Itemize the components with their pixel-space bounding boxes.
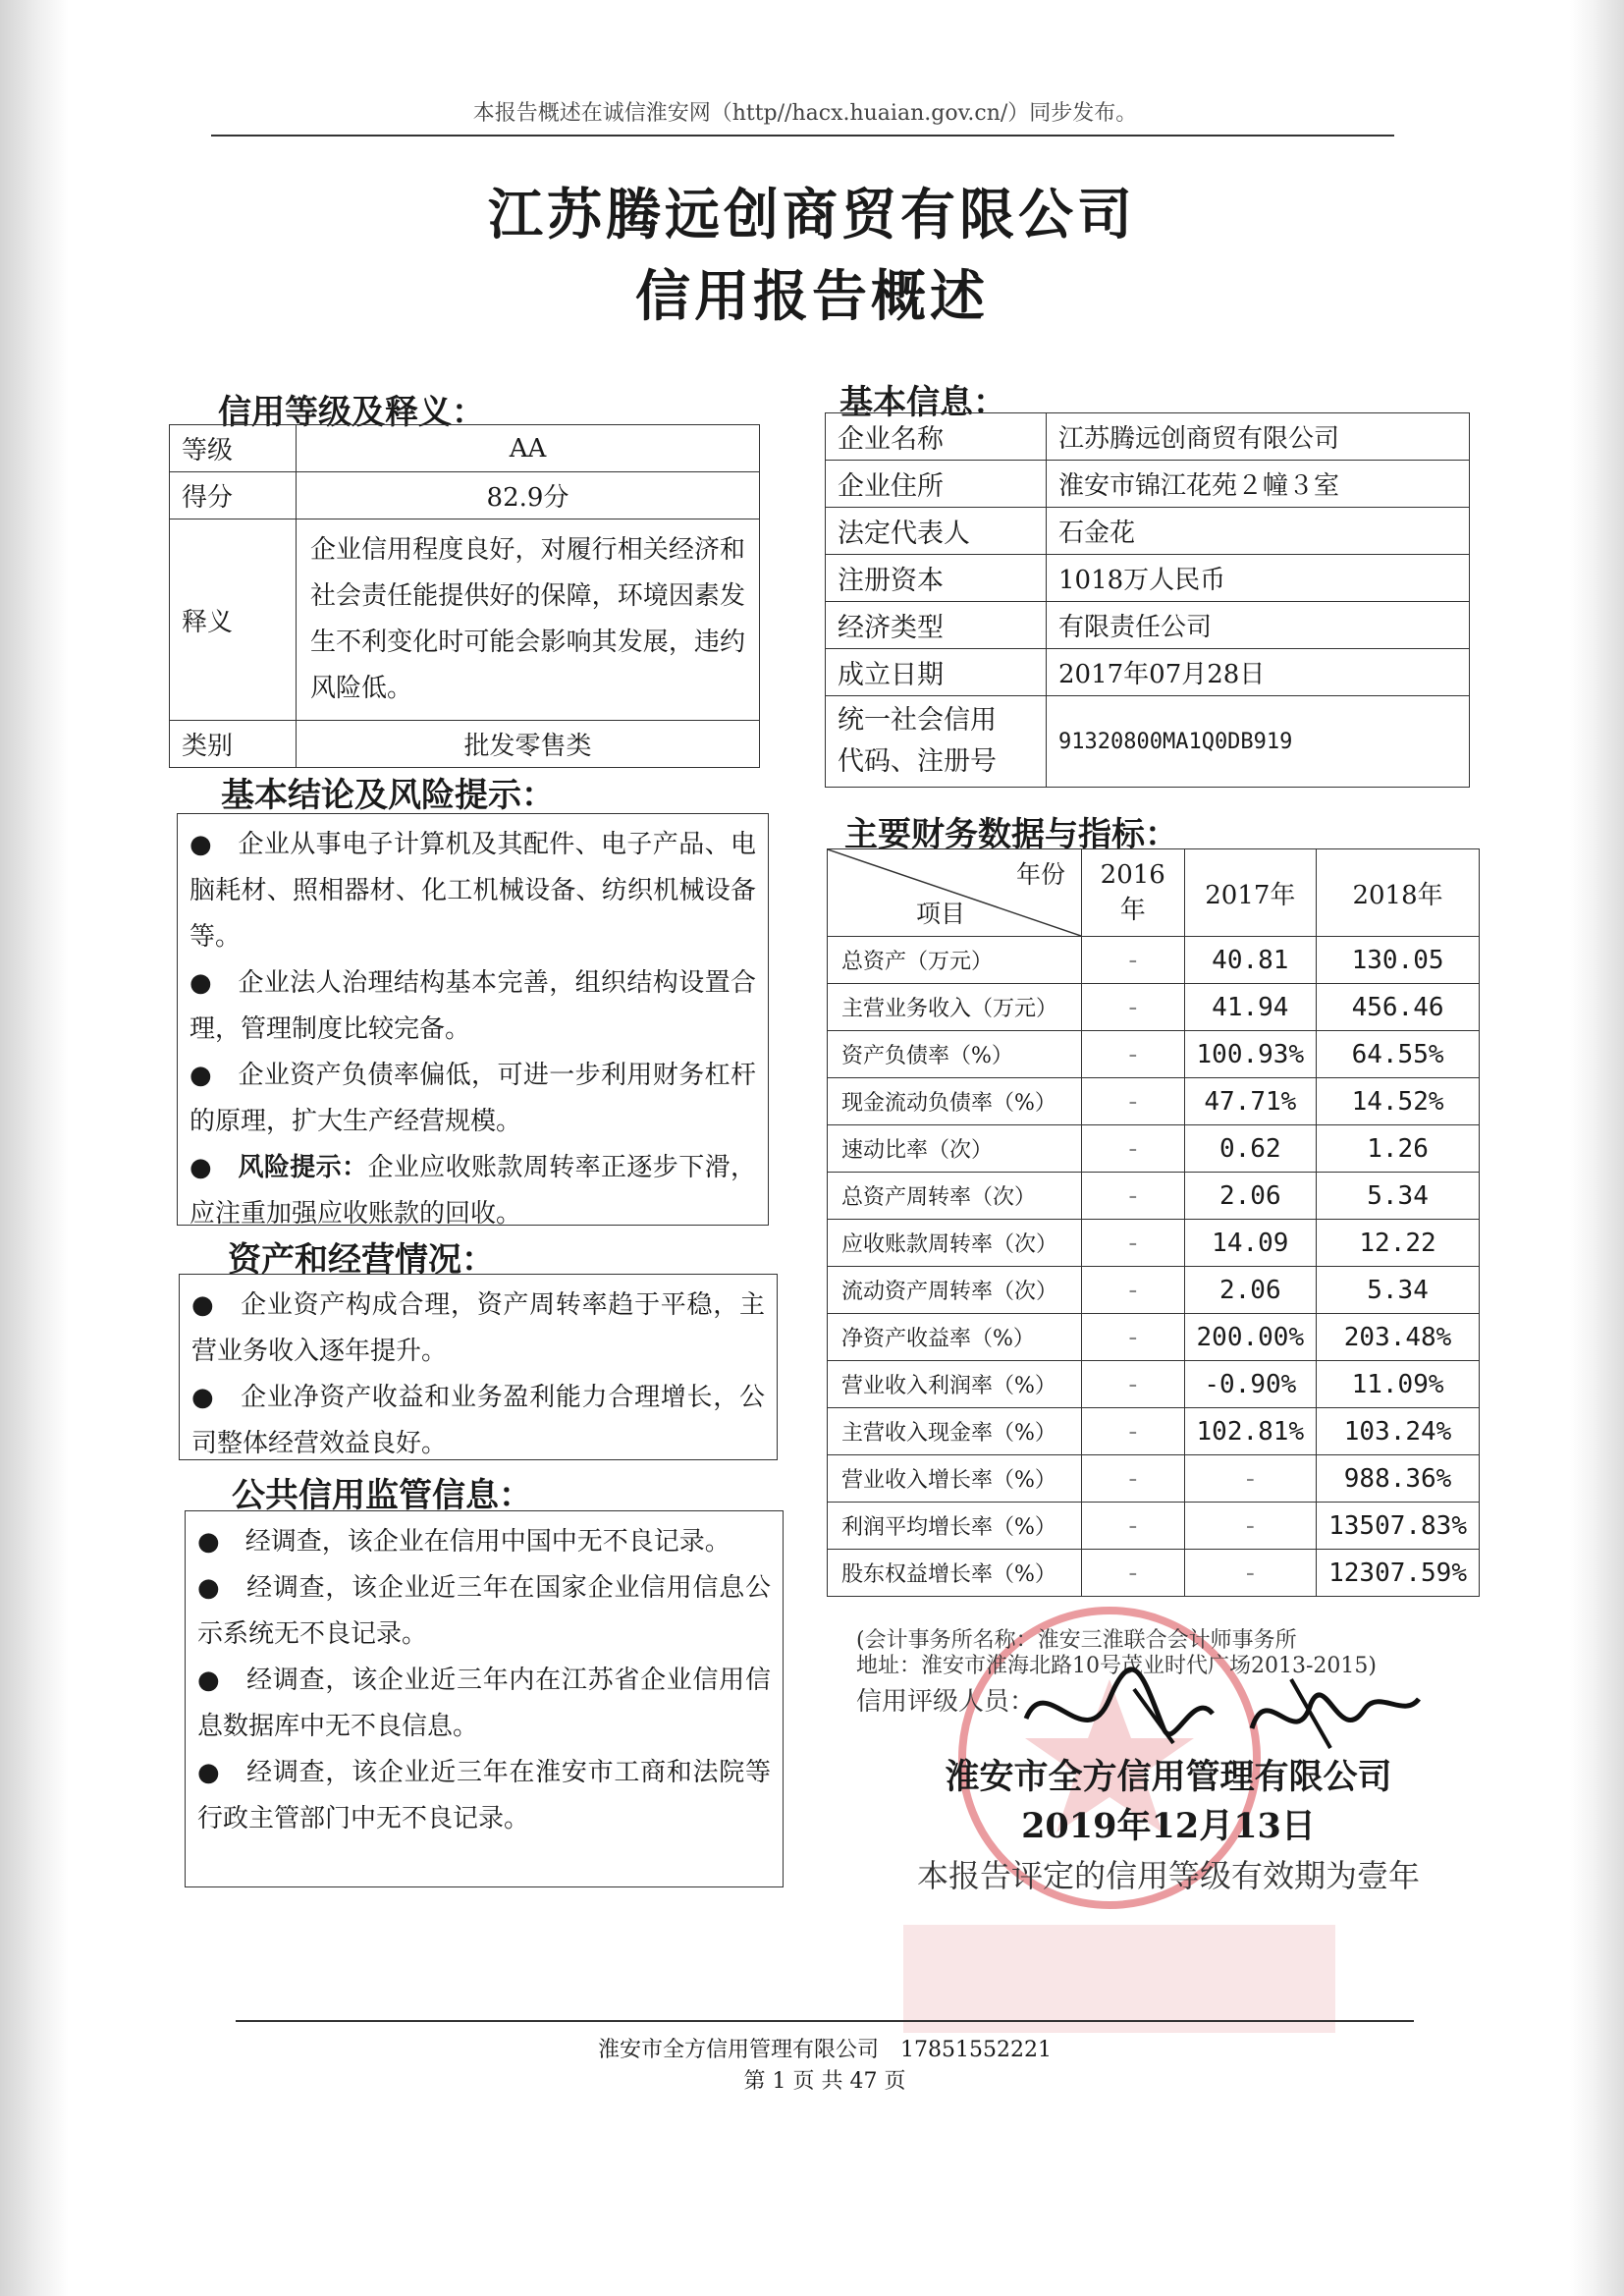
table-row xyxy=(170,472,760,519)
financial-value-cell: 64.55% xyxy=(1317,1031,1480,1078)
financial-value-cell: 988.36% xyxy=(1317,1455,1480,1503)
financial-item-label: 流动资产周转率（次） xyxy=(828,1267,1082,1314)
conclusion-item-text: 企业应收账款周转率正逐步下滑，应注重加强应收账款的回收。 xyxy=(189,1153,756,1229)
credit-grade-table xyxy=(169,424,760,768)
table-header-row xyxy=(828,849,1480,937)
table-row xyxy=(826,602,1470,649)
year-2016-header: 2016年 xyxy=(1082,849,1185,937)
year-2018-header: 2018年 xyxy=(1317,849,1480,937)
financial-value-cell: - xyxy=(1184,1455,1317,1503)
list-item xyxy=(197,1658,771,1750)
conclusion-box xyxy=(177,813,769,1229)
financial-value-cell: 203.48% xyxy=(1317,1314,1480,1361)
established-date-value: 2017年07月28日 xyxy=(1047,649,1470,696)
grade-value: AA xyxy=(297,425,760,472)
assets-item-text: 企业净资产收益和业务盈利能力合理增长，公司整体经营效益良好。 xyxy=(191,1383,765,1458)
report-date: 2019年12月13日 xyxy=(1021,1806,1316,1846)
bullet-icon: ● xyxy=(189,1153,213,1182)
financial-value-cell: 130.05 xyxy=(1317,937,1480,984)
conclusion-item-text: 企业资产负债率偏低，可进一步利用财务杠杆的原理，扩大生产经营规模。 xyxy=(189,1061,756,1136)
year-2017-header: 2017年 xyxy=(1184,849,1317,937)
bullet-icon: ● xyxy=(189,1061,213,1090)
table-row xyxy=(828,1220,1480,1267)
legal-rep-label: 法定代表人 xyxy=(826,508,1047,555)
list-item xyxy=(189,822,756,960)
address-value: 淮安市锦江花苑２幢３室 xyxy=(1047,461,1470,508)
financial-item-label: 营业收入增长率（%） xyxy=(828,1455,1082,1503)
financial-value-cell: - xyxy=(1184,1503,1317,1550)
assets-box xyxy=(179,1274,778,1460)
financial-value-cell: 2.06 xyxy=(1184,1267,1317,1314)
assets-section-title: 资产和经营情况： xyxy=(228,1240,495,1280)
bullet-icon: ● xyxy=(189,968,213,998)
table-row xyxy=(826,413,1470,461)
table-row xyxy=(170,721,760,768)
address-label: 企业住所 xyxy=(826,461,1047,508)
table-row xyxy=(826,508,1470,555)
accounting-firm-name: (会计事务所名称：淮安三淮联合会计师事务所 xyxy=(856,1628,1297,1653)
bullet-icon: ● xyxy=(191,1383,215,1412)
risk-warning-label: 风险提示： xyxy=(238,1153,368,1182)
score-label: 得分 xyxy=(170,472,297,519)
financial-value-cell: - xyxy=(1082,984,1185,1031)
financial-value-cell: - xyxy=(1082,1125,1185,1173)
footer-agency-phone: 淮安市全方信用管理有限公司 17851552221 xyxy=(598,2038,1052,2062)
financial-item-label: 资产负债率（%） xyxy=(828,1031,1082,1078)
company-name-label: 企业名称 xyxy=(826,413,1047,461)
bullet-icon: ● xyxy=(197,1758,221,1787)
financial-value-cell: - xyxy=(1082,1361,1185,1408)
table-row xyxy=(828,1408,1480,1455)
bullet-icon: ● xyxy=(197,1666,221,1695)
financial-table xyxy=(827,848,1480,1597)
conclusion-item-text: 企业从事电子计算机及其配件、电子产品、电脑耗材、照相器材、化工机械设备、纺织机械设备等。 xyxy=(189,830,756,952)
financial-item-label: 净资产收益率（%） xyxy=(828,1314,1082,1361)
list-item xyxy=(197,1750,771,1842)
financial-value-cell: 11.09% xyxy=(1317,1361,1480,1408)
table-row xyxy=(828,1125,1480,1173)
financial-value-cell: - xyxy=(1184,1550,1317,1597)
financial-item-label: 总资产（万元） xyxy=(828,937,1082,984)
credit-code-label xyxy=(826,696,1047,788)
explanation-text: 企业信用程度良好，对履行相关经济和社会责任能提供好的保障，环境因素发生不利变化时可能会影响其发展，违约风险低。 xyxy=(297,519,760,721)
financial-value-cell: 100.93% xyxy=(1184,1031,1317,1078)
validity-note: 本报告评定的信用等级有效期为壹年 xyxy=(916,1857,1420,1894)
bullet-icon: ● xyxy=(197,1573,221,1603)
public-item-text: 经调查，该企业近三年在国家企业信用信息公示系统无不良记录。 xyxy=(197,1573,771,1649)
financial-section-title: 主要财务数据与指标： xyxy=(844,815,1178,854)
financial-item-label: 速动比率（次） xyxy=(828,1125,1082,1173)
category-label: 类别 xyxy=(170,721,297,768)
financial-value-cell: 200.00% xyxy=(1184,1314,1317,1361)
financial-value-cell: - xyxy=(1082,1455,1185,1503)
financial-item-label: 主营收入现金率（%） xyxy=(828,1408,1082,1455)
list-item xyxy=(189,1145,756,1237)
financial-value-cell: - xyxy=(1082,1031,1185,1078)
grade-label: 等级 xyxy=(170,425,297,472)
established-date-label: 成立日期 xyxy=(826,649,1047,696)
basic-info-table xyxy=(825,412,1470,788)
table-row xyxy=(826,555,1470,602)
basic-section-title: 基本信息： xyxy=(839,383,1006,422)
financial-value-cell: 14.52% xyxy=(1317,1078,1480,1125)
financial-value-cell: 14.09 xyxy=(1184,1220,1317,1267)
table-row xyxy=(828,1031,1480,1078)
table-row xyxy=(826,649,1470,696)
report-title: 信用报告概述 xyxy=(635,264,989,329)
financial-item-label: 利润平均增长率（%） xyxy=(828,1503,1082,1550)
credit-code-label-line2: 代码、注册号 xyxy=(838,746,997,777)
financial-value-cell: 1.26 xyxy=(1317,1125,1480,1173)
financial-value-cell: -0.90% xyxy=(1184,1361,1317,1408)
year-item-header xyxy=(828,849,1082,937)
footer-divider xyxy=(236,2020,1414,2022)
bullet-icon: ● xyxy=(189,830,213,859)
legal-rep-value: 石金花 xyxy=(1047,508,1470,555)
public-credit-box xyxy=(185,1510,784,1887)
accounting-firm-address: 地址：淮安市淮海北路10号茂业时代广场2013-2015) xyxy=(856,1654,1377,1678)
conclusion-item-text: 企业法人治理结构基本完善，组织结构设置合理，管理制度比较完备。 xyxy=(189,968,756,1044)
economic-type-label: 经济类型 xyxy=(826,602,1047,649)
rater-label: 信用评级人员： xyxy=(856,1687,1036,1717)
financial-value-cell: 5.34 xyxy=(1317,1267,1480,1314)
financial-value-cell: - xyxy=(1082,1173,1185,1220)
list-item xyxy=(191,1375,765,1467)
financial-item-label: 现金流动负债率（%） xyxy=(828,1078,1082,1125)
financial-value-cell: 103.24% xyxy=(1317,1408,1480,1455)
table-row xyxy=(828,937,1480,984)
financial-value-cell: - xyxy=(1082,937,1185,984)
public-item-text: 经调查，该企业在信用中国中无不良记录。 xyxy=(244,1527,731,1557)
financial-value-cell: - xyxy=(1082,1550,1185,1597)
financial-value-cell: 2.06 xyxy=(1184,1173,1317,1220)
credit-section-title: 信用等级及释义： xyxy=(218,393,485,432)
header-divider xyxy=(211,135,1394,137)
table-row xyxy=(826,461,1470,508)
item-header-label: 项目 xyxy=(916,900,966,928)
company-name-value: 江苏腾远创商贸有限公司 xyxy=(1047,413,1470,461)
financial-item-label: 营业收入利润率（%） xyxy=(828,1361,1082,1408)
financial-value-cell: 102.81% xyxy=(1184,1408,1317,1455)
financial-value-cell: 47.71% xyxy=(1184,1078,1317,1125)
table-row xyxy=(828,1078,1480,1125)
table-row xyxy=(828,1455,1480,1503)
credit-code-value: 91320800MA1Q0DB919 xyxy=(1047,696,1470,788)
list-item xyxy=(197,1565,771,1658)
financial-value-cell: 12307.59% xyxy=(1317,1550,1480,1597)
scan-edge-left xyxy=(0,0,69,2296)
financial-value-cell: - xyxy=(1082,1314,1185,1361)
company-title: 江苏腾远创商贸有限公司 xyxy=(488,183,1136,247)
table-row xyxy=(828,1267,1480,1314)
table-row xyxy=(828,1503,1480,1550)
public-section-title: 公共信用监管信息： xyxy=(232,1476,532,1515)
table-row xyxy=(828,984,1480,1031)
financial-value-cell: 12.22 xyxy=(1317,1220,1480,1267)
table-row xyxy=(828,1173,1480,1220)
financial-value-cell: 41.94 xyxy=(1184,984,1317,1031)
credit-code-label-line1: 统一社会信用 xyxy=(838,705,997,736)
financial-item-label: 股东权益增长率（%） xyxy=(828,1550,1082,1597)
table-row xyxy=(826,696,1470,788)
financial-item-label: 应收账款周转率（次） xyxy=(828,1220,1082,1267)
financial-value-cell: - xyxy=(1082,1078,1185,1125)
category-value: 批发零售类 xyxy=(297,721,760,768)
assets-item-text: 企业资产构成合理，资产周转率趋于平稳，主营业务收入逐年提升。 xyxy=(191,1290,765,1366)
table-row xyxy=(828,1314,1480,1361)
list-item xyxy=(189,960,756,1053)
table-row xyxy=(170,519,760,721)
conclusion-section-title: 基本结论及风险提示： xyxy=(221,776,555,815)
header-note: 本报告概述在诚信淮安网（http//hacx.huaian.gov.cn/）同步发布。 xyxy=(472,101,1138,126)
page-number: 第 1 页 共 47 页 xyxy=(743,2069,906,2094)
financial-value-cell: 5.34 xyxy=(1317,1173,1480,1220)
financial-value-cell: - xyxy=(1082,1220,1185,1267)
financial-value-cell: 13507.83% xyxy=(1317,1503,1480,1550)
financial-value-cell: 40.81 xyxy=(1184,937,1317,984)
bullet-icon: ● xyxy=(191,1290,215,1320)
financial-value-cell: 0.62 xyxy=(1184,1125,1317,1173)
table-row xyxy=(828,1361,1480,1408)
public-item-text: 经调查，该企业近三年内在江苏省企业信用信息数据库中无不良信息。 xyxy=(197,1666,771,1741)
bullet-icon: ● xyxy=(197,1527,220,1557)
list-item xyxy=(197,1519,771,1565)
economic-type-value: 有限责任公司 xyxy=(1047,602,1470,649)
capital-value: 1018万人民币 xyxy=(1047,555,1470,602)
financial-item-label: 主营业务收入（万元） xyxy=(828,984,1082,1031)
capital-label: 注册资本 xyxy=(826,555,1047,602)
list-item xyxy=(191,1283,765,1375)
year-header-label: 年份 xyxy=(1015,860,1065,889)
table-row xyxy=(170,425,760,472)
financial-value-cell: - xyxy=(1082,1267,1185,1314)
financial-value-cell: 456.46 xyxy=(1317,984,1480,1031)
scan-edge-right xyxy=(1570,0,1624,2296)
list-item xyxy=(189,1053,756,1145)
rating-agency-name: 淮安市全方信用管理有限公司 xyxy=(945,1757,1392,1797)
explanation-label: 释义 xyxy=(170,519,297,721)
score-value: 82.9分 xyxy=(297,472,760,519)
financial-item-label: 总资产周转率（次） xyxy=(828,1173,1082,1220)
financial-value-cell: - xyxy=(1082,1408,1185,1455)
public-item-text: 经调查，该企业近三年在淮安市工商和法院等行政主管部门中无不良记录。 xyxy=(197,1758,771,1833)
financial-value-cell: - xyxy=(1082,1503,1185,1550)
